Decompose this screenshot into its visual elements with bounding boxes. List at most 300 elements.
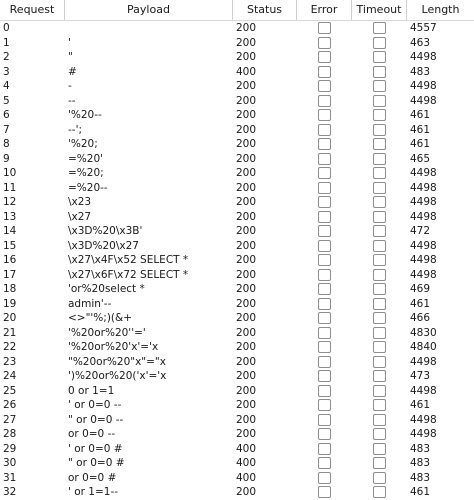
length-cell: 461 <box>410 109 431 121</box>
timeout-checkbox[interactable] <box>373 327 386 339</box>
error-checkbox[interactable] <box>318 269 331 281</box>
payload-cell: '%20; <box>68 138 98 150</box>
timeout-cell <box>352 311 407 326</box>
table-row[interactable] <box>0 224 474 239</box>
timeout-checkbox[interactable] <box>373 225 386 237</box>
request-cell: 2 <box>3 51 10 63</box>
error-cell <box>297 50 352 65</box>
request-cell: 26 <box>3 399 17 411</box>
error-cell <box>297 137 352 152</box>
length-cell: 4498 <box>410 239 437 252</box>
payload-cell: =%20' <box>68 152 104 165</box>
error-cell <box>297 471 352 486</box>
timeout-cell <box>352 210 407 225</box>
payload-cell: ')%20or%20('x'='x <box>68 370 167 382</box>
status-cell: 200 <box>236 36 257 49</box>
status-cell: 200 <box>236 196 257 208</box>
table-row[interactable] <box>0 268 474 283</box>
error-cell <box>297 340 352 355</box>
timeout-cell <box>352 166 407 181</box>
table-row[interactable] <box>0 442 474 457</box>
status-cell: 200 <box>236 181 257 194</box>
timeout-cell <box>352 427 407 442</box>
payload-cell: # <box>68 65 77 78</box>
error-checkbox[interactable] <box>318 182 331 194</box>
timeout-checkbox[interactable] <box>373 356 386 368</box>
error-checkbox[interactable] <box>318 22 331 34</box>
timeout-cell <box>352 369 407 384</box>
timeout-checkbox[interactable] <box>373 22 386 34</box>
error-cell <box>297 65 352 80</box>
table-row[interactable] <box>0 239 474 254</box>
error-cell <box>297 239 352 254</box>
error-cell <box>297 79 352 94</box>
table-row[interactable] <box>0 326 474 341</box>
payload-cell: \x3D%20\x27 <box>68 239 139 252</box>
length-cell: 461 <box>410 297 431 310</box>
table-row[interactable] <box>0 398 474 413</box>
length-cell: 4498 <box>410 80 437 92</box>
payload-cell: '%20-- <box>68 109 102 121</box>
timeout-checkbox[interactable] <box>373 472 386 484</box>
error-cell <box>297 442 352 457</box>
status-cell: 200 <box>236 80 257 92</box>
payload-cell: \x27 <box>68 210 92 223</box>
error-cell <box>297 326 352 341</box>
table-row[interactable] <box>0 413 474 428</box>
request-cell: 0 <box>3 22 10 34</box>
timeout-checkbox[interactable] <box>373 240 386 252</box>
error-cell <box>297 36 352 51</box>
request-cell: 7 <box>3 123 10 136</box>
request-cell: 10 <box>3 167 17 179</box>
payload-cell: - <box>68 80 72 92</box>
request-cell: 13 <box>3 210 17 223</box>
timeout-checkbox[interactable] <box>373 341 386 353</box>
payload-cell: ' <box>68 36 71 49</box>
status-cell: 200 <box>236 268 257 281</box>
length-cell: 4498 <box>410 51 437 63</box>
status-cell: 200 <box>236 312 257 324</box>
timeout-checkbox[interactable] <box>373 414 386 426</box>
length-cell: 483 <box>410 457 431 469</box>
error-checkbox[interactable] <box>318 37 331 49</box>
timeout-cell <box>352 94 407 109</box>
timeout-checkbox[interactable] <box>373 37 386 49</box>
timeout-checkbox[interactable] <box>373 167 386 179</box>
timeout-checkbox[interactable] <box>373 51 386 63</box>
error-cell <box>297 108 352 123</box>
request-cell: 31 <box>3 471 17 484</box>
timeout-cell <box>352 326 407 341</box>
length-cell: 4498 <box>410 268 437 281</box>
request-cell: 21 <box>3 326 17 339</box>
table-row[interactable] <box>0 485 474 500</box>
error-cell <box>297 369 352 384</box>
timeout-cell <box>352 413 407 428</box>
timeout-cell <box>352 123 407 138</box>
table-row[interactable] <box>0 369 474 384</box>
timeout-cell <box>352 384 407 399</box>
column-header-request[interactable]: Request <box>0 0 65 20</box>
request-cell: 15 <box>3 239 17 252</box>
length-cell: 461 <box>410 123 431 136</box>
table-row[interactable] <box>0 50 474 65</box>
table-row[interactable] <box>0 123 474 138</box>
request-cell: 18 <box>3 283 17 295</box>
payload-cell: =%20; <box>68 167 104 179</box>
error-cell <box>297 210 352 225</box>
error-checkbox[interactable] <box>318 472 331 484</box>
error-checkbox[interactable] <box>318 399 331 411</box>
payload-cell: ' or 0=0 # <box>68 442 123 455</box>
status-cell: 200 <box>236 22 257 34</box>
length-cell: 461 <box>410 399 431 411</box>
timeout-cell <box>352 471 407 486</box>
length-cell: 461 <box>410 138 431 150</box>
status-cell: 200 <box>236 399 257 411</box>
timeout-cell <box>352 268 407 283</box>
length-cell: 483 <box>410 65 431 78</box>
request-cell: 23 <box>3 355 17 368</box>
request-cell: 11 <box>3 181 17 194</box>
table-row[interactable] <box>0 456 474 471</box>
payload-cell: "%20or%20"x"="x <box>68 355 166 368</box>
timeout-checkbox[interactable] <box>373 66 386 78</box>
timeout-checkbox[interactable] <box>373 95 386 107</box>
table-row[interactable] <box>0 166 474 181</box>
table-row[interactable] <box>0 340 474 355</box>
request-cell: 9 <box>3 152 10 165</box>
status-cell: 200 <box>236 384 257 397</box>
table-row[interactable] <box>0 384 474 399</box>
error-checkbox[interactable] <box>318 327 331 339</box>
payload-cell: 0 or 1=1 <box>68 384 115 397</box>
error-checkbox[interactable] <box>318 443 331 455</box>
payload-cell: --'; <box>68 123 83 136</box>
error-cell <box>297 181 352 196</box>
status-cell: 200 <box>236 51 257 63</box>
table-row[interactable] <box>0 108 474 123</box>
length-cell: 4498 <box>410 94 437 107</box>
error-cell <box>297 355 352 370</box>
error-checkbox[interactable] <box>318 385 331 397</box>
error-checkbox[interactable] <box>318 312 331 324</box>
column-header-payload[interactable]: Payload <box>65 0 233 20</box>
length-cell: 466 <box>410 312 431 324</box>
request-cell: 3 <box>3 65 10 78</box>
request-cell: 1 <box>3 36 10 49</box>
length-cell: 4498 <box>410 413 437 426</box>
error-cell <box>297 398 352 413</box>
length-cell: 4498 <box>410 210 437 223</box>
timeout-checkbox[interactable] <box>373 109 386 121</box>
timeout-checkbox[interactable] <box>373 457 386 469</box>
error-cell <box>297 384 352 399</box>
timeout-checkbox[interactable] <box>373 399 386 411</box>
length-cell: 469 <box>410 283 431 295</box>
status-cell: 400 <box>236 65 257 78</box>
status-cell: 400 <box>236 442 257 455</box>
error-cell <box>297 413 352 428</box>
error-cell <box>297 21 352 36</box>
request-cell: 29 <box>3 442 17 455</box>
request-cell: 12 <box>3 196 17 208</box>
request-cell: 20 <box>3 312 17 324</box>
timeout-cell <box>352 340 407 355</box>
status-cell: 200 <box>236 210 257 223</box>
timeout-checkbox[interactable] <box>373 182 386 194</box>
error-checkbox[interactable] <box>318 167 331 179</box>
status-cell: 200 <box>236 341 257 353</box>
payload-cell: '%20or%20''=' <box>68 326 146 339</box>
payload-cell <box>65 21 233 36</box>
error-cell <box>297 297 352 312</box>
request-cell: 27 <box>3 413 17 426</box>
timeout-checkbox[interactable] <box>373 153 386 165</box>
error-checkbox[interactable] <box>318 225 331 237</box>
length-cell: 4557 <box>410 22 437 34</box>
request-cell: 6 <box>3 109 10 121</box>
timeout-checkbox[interactable] <box>373 283 386 295</box>
payload-cell: =%20-- <box>68 181 108 194</box>
table-row[interactable] <box>0 355 474 370</box>
timeout-checkbox[interactable] <box>373 269 386 281</box>
request-cell: 22 <box>3 341 17 353</box>
timeout-checkbox[interactable] <box>373 124 386 136</box>
request-cell: 32 <box>3 486 17 498</box>
payload-cell: -- <box>68 94 76 107</box>
length-cell: 483 <box>410 442 431 455</box>
table-row[interactable] <box>0 471 474 486</box>
error-checkbox[interactable] <box>318 341 331 353</box>
error-checkbox[interactable] <box>318 356 331 368</box>
request-cell: 16 <box>3 254 17 266</box>
timeout-checkbox[interactable] <box>373 486 386 498</box>
error-checkbox[interactable] <box>318 414 331 426</box>
error-cell <box>297 195 352 210</box>
error-checkbox[interactable] <box>318 66 331 78</box>
timeout-cell <box>352 50 407 65</box>
table-row[interactable] <box>0 137 474 152</box>
timeout-cell <box>352 282 407 297</box>
timeout-cell <box>352 485 407 500</box>
length-cell: 4498 <box>410 384 437 397</box>
error-cell <box>297 311 352 326</box>
error-cell <box>297 485 352 500</box>
length-cell: 463 <box>410 36 431 49</box>
error-cell <box>297 166 352 181</box>
length-cell: 472 <box>410 225 431 237</box>
error-cell <box>297 94 352 109</box>
payload-cell: \x3D%20\x3B' <box>68 225 143 237</box>
timeout-checkbox[interactable] <box>373 298 386 310</box>
table-row[interactable] <box>0 21 474 36</box>
status-cell: 200 <box>236 283 257 295</box>
error-checkbox[interactable] <box>318 109 331 121</box>
error-checkbox[interactable] <box>318 51 331 63</box>
table-row[interactable] <box>0 65 474 80</box>
error-checkbox[interactable] <box>318 138 331 150</box>
timeout-cell <box>352 152 407 167</box>
length-cell: 473 <box>410 370 431 382</box>
request-cell: 4 <box>3 80 10 92</box>
error-checkbox[interactable] <box>318 370 331 382</box>
length-cell: 4498 <box>410 181 437 194</box>
status-cell: 200 <box>236 239 257 252</box>
table-row[interactable] <box>0 94 474 109</box>
status-cell: 200 <box>236 370 257 382</box>
error-checkbox[interactable] <box>318 486 331 498</box>
payload-cell: \x27\x6F\x72 SELECT * <box>68 268 189 281</box>
error-checkbox[interactable] <box>318 95 331 107</box>
payload-cell: ' or 0=0 -- <box>68 399 122 411</box>
request-cell: 19 <box>3 297 17 310</box>
payload-cell: \x27\x4F\x52 SELECT * <box>68 254 189 266</box>
status-cell: 200 <box>236 225 257 237</box>
error-cell <box>297 268 352 283</box>
status-cell: 200 <box>236 254 257 266</box>
timeout-cell <box>352 65 407 80</box>
payload-cell: '%20or%20'x'='x <box>68 341 159 353</box>
status-cell: 200 <box>236 109 257 121</box>
length-cell: 483 <box>410 471 431 484</box>
status-cell: 200 <box>236 486 257 498</box>
status-cell: 200 <box>236 355 257 368</box>
status-cell: 200 <box>236 413 257 426</box>
timeout-cell <box>352 181 407 196</box>
status-cell: 200 <box>236 326 257 339</box>
error-checkbox[interactable] <box>318 80 331 92</box>
timeout-cell <box>352 355 407 370</box>
length-cell: 4498 <box>410 428 437 440</box>
error-checkbox[interactable] <box>318 457 331 469</box>
timeout-cell <box>352 79 407 94</box>
timeout-checkbox[interactable] <box>373 428 386 440</box>
table-row[interactable] <box>0 152 474 167</box>
timeout-checkbox[interactable] <box>373 211 386 223</box>
table-row[interactable] <box>0 36 474 51</box>
timeout-cell <box>352 195 407 210</box>
error-checkbox[interactable] <box>318 211 331 223</box>
table-header <box>0 0 474 21</box>
column-header-error[interactable]: Error <box>297 0 352 20</box>
table-row[interactable] <box>0 210 474 225</box>
table-row[interactable] <box>0 311 474 326</box>
table-row[interactable] <box>0 427 474 442</box>
timeout-cell <box>352 442 407 457</box>
payload-cell: \x23 <box>68 196 92 208</box>
request-cell: 8 <box>3 138 10 150</box>
timeout-checkbox[interactable] <box>373 443 386 455</box>
error-checkbox[interactable] <box>318 428 331 440</box>
timeout-checkbox[interactable] <box>373 196 386 208</box>
timeout-checkbox[interactable] <box>373 138 386 150</box>
error-cell <box>297 253 352 268</box>
error-checkbox[interactable] <box>318 283 331 295</box>
error-cell <box>297 152 352 167</box>
request-cell: 5 <box>3 94 10 107</box>
table-row[interactable] <box>0 282 474 297</box>
error-cell <box>297 427 352 442</box>
length-cell: 4498 <box>410 355 437 368</box>
table-row[interactable] <box>0 297 474 312</box>
timeout-checkbox[interactable] <box>373 254 386 266</box>
column-header-length[interactable]: Length <box>421 3 460 16</box>
request-cell: 28 <box>3 428 17 440</box>
request-cell: 14 <box>3 225 17 237</box>
length-cell: 465 <box>410 152 431 165</box>
error-checkbox[interactable] <box>318 124 331 136</box>
table-row[interactable] <box>0 253 474 268</box>
request-cell: 17 <box>3 268 17 281</box>
timeout-cell <box>352 297 407 312</box>
error-cell <box>297 282 352 297</box>
table-body <box>0 21 474 500</box>
timeout-cell <box>352 253 407 268</box>
table-row[interactable] <box>0 181 474 196</box>
error-checkbox[interactable] <box>318 153 331 165</box>
payload-cell: or 0=0 -- <box>68 428 116 440</box>
timeout-cell <box>352 398 407 413</box>
table-row[interactable] <box>0 195 474 210</box>
timeout-cell <box>352 36 407 51</box>
timeout-cell <box>352 239 407 254</box>
error-checkbox[interactable] <box>318 298 331 310</box>
timeout-checkbox[interactable] <box>373 80 386 92</box>
length-cell: 4830 <box>410 326 437 339</box>
payload-cell: ' or 1=1-- <box>68 486 119 498</box>
error-cell <box>297 456 352 471</box>
timeout-cell <box>352 224 407 239</box>
status-cell: 400 <box>236 457 257 469</box>
timeout-checkbox[interactable] <box>373 312 386 324</box>
payload-cell: admin'-- <box>68 297 112 310</box>
column-header-timeout[interactable]: Timeout <box>352 0 407 20</box>
timeout-cell <box>352 108 407 123</box>
column-header-status[interactable]: Status <box>233 0 297 20</box>
payload-cell: " or 0=0 # <box>68 457 125 469</box>
timeout-checkbox[interactable] <box>373 370 386 382</box>
error-cell <box>297 123 352 138</box>
error-checkbox[interactable] <box>318 196 331 208</box>
table-row[interactable] <box>0 79 474 94</box>
status-cell: 200 <box>236 94 257 107</box>
timeout-cell <box>352 137 407 152</box>
timeout-cell <box>352 456 407 471</box>
status-cell: 200 <box>236 152 257 165</box>
length-cell: 4498 <box>410 196 437 208</box>
timeout-checkbox[interactable] <box>373 385 386 397</box>
request-cell: 25 <box>3 384 17 397</box>
status-cell: 400 <box>236 471 257 484</box>
payload-cell: " <box>68 51 73 63</box>
timeout-cell <box>352 21 407 36</box>
length-cell: 4498 <box>410 167 437 179</box>
payload-cell: " or 0=0 -- <box>68 413 124 426</box>
status-cell: 200 <box>236 297 257 310</box>
length-cell: 4498 <box>410 254 437 266</box>
status-cell: 200 <box>236 167 257 179</box>
status-cell: 200 <box>236 428 257 440</box>
error-checkbox[interactable] <box>318 254 331 266</box>
length-cell: 461 <box>410 486 431 498</box>
error-checkbox[interactable] <box>318 240 331 252</box>
status-cell: 200 <box>236 138 257 150</box>
payload-cell: 'or%20select * <box>68 283 145 295</box>
status-cell: 200 <box>236 123 257 136</box>
request-cell: 24 <box>3 370 17 382</box>
